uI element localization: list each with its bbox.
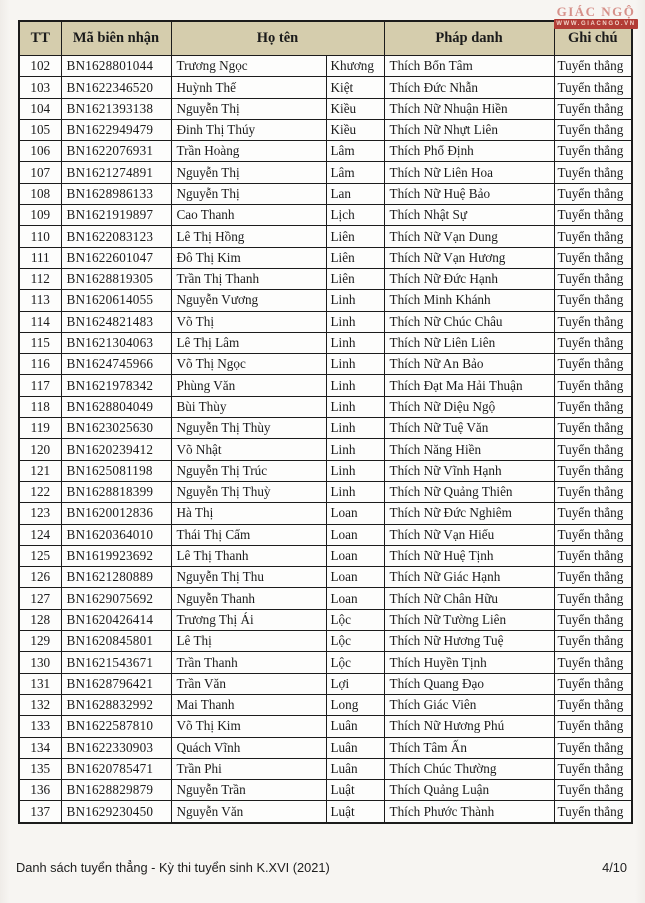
cell-dharma-name: Thích Quảng Luận bbox=[384, 780, 554, 801]
table-row bbox=[19, 311, 632, 332]
cell-surname: Thái Thị Cẩm bbox=[171, 524, 326, 545]
cell-surname: Đô Thị Kim bbox=[171, 247, 326, 268]
cell-receipt-code: BN1622346520 bbox=[61, 77, 171, 98]
cell-note: Tuyển thẳng bbox=[554, 119, 632, 140]
cell-surname: Võ Thị Ngọc bbox=[171, 354, 326, 375]
cell-tt: 131 bbox=[19, 673, 61, 694]
cell-note: Tuyển thẳng bbox=[554, 418, 632, 439]
table-row bbox=[19, 460, 632, 481]
table-row bbox=[19, 716, 632, 737]
cell-dharma-name: Thích Nữ Đức Hạnh bbox=[384, 268, 554, 289]
cell-tt: 127 bbox=[19, 588, 61, 609]
cell-surname: Trần Thị Thanh bbox=[171, 268, 326, 289]
cell-surname: Hà Thị bbox=[171, 503, 326, 524]
cell-tt: 118 bbox=[19, 396, 61, 417]
cell-tt: 113 bbox=[19, 290, 61, 311]
cell-tt: 115 bbox=[19, 332, 61, 353]
table-row bbox=[19, 268, 632, 289]
table-row bbox=[19, 205, 632, 226]
cell-given-name: Kiều bbox=[326, 98, 384, 119]
table-row bbox=[19, 652, 632, 673]
cell-receipt-code: BN1625081198 bbox=[61, 460, 171, 481]
cell-given-name: Linh bbox=[326, 396, 384, 417]
header-row bbox=[19, 21, 632, 56]
cell-tt: 116 bbox=[19, 354, 61, 375]
cell-given-name: Luật bbox=[326, 780, 384, 801]
cell-dharma-name: Thích Nữ An Bảo bbox=[384, 354, 554, 375]
cell-dharma-name: Thích Huyền Tịnh bbox=[384, 652, 554, 673]
table-row bbox=[19, 694, 632, 715]
cell-receipt-code: BN1622587810 bbox=[61, 716, 171, 737]
cell-dharma-name: Thích Nữ Tuệ Văn bbox=[384, 418, 554, 439]
cell-receipt-code: BN1628804049 bbox=[61, 396, 171, 417]
giacngo-logo bbox=[554, 5, 638, 29]
cell-surname: Nguyễn Thị Thu bbox=[171, 567, 326, 588]
cell-receipt-code: BN1621393138 bbox=[61, 98, 171, 119]
cell-note: Tuyển thẳng bbox=[554, 56, 632, 77]
admissions-table-wrapper bbox=[18, 20, 631, 824]
cell-receipt-code: BN1621304063 bbox=[61, 332, 171, 353]
cell-tt: 137 bbox=[19, 801, 61, 823]
cell-surname: Trương Ngọc bbox=[171, 56, 326, 77]
cell-tt: 109 bbox=[19, 205, 61, 226]
col-header-receipt-code: Mã biên nhận bbox=[61, 21, 171, 56]
cell-tt: 107 bbox=[19, 162, 61, 183]
cell-note: Tuyển thẳng bbox=[554, 141, 632, 162]
cell-note: Tuyển thẳng bbox=[554, 524, 632, 545]
table-row bbox=[19, 418, 632, 439]
cell-surname: Phùng Văn bbox=[171, 375, 326, 396]
cell-dharma-name: Thích Nữ Vạn Hiếu bbox=[384, 524, 554, 545]
cell-receipt-code: BN1621978342 bbox=[61, 375, 171, 396]
cell-receipt-code: BN1620845801 bbox=[61, 631, 171, 652]
cell-receipt-code: BN1620614055 bbox=[61, 290, 171, 311]
cell-receipt-code: BN1622601047 bbox=[61, 247, 171, 268]
cell-tt: 133 bbox=[19, 716, 61, 737]
table-row bbox=[19, 524, 632, 545]
cell-dharma-name: Thích Chúc Thường bbox=[384, 758, 554, 779]
cell-surname: Lê Thị Lâm bbox=[171, 332, 326, 353]
cell-surname: Bùi Thùy bbox=[171, 396, 326, 417]
cell-note: Tuyển thẳng bbox=[554, 481, 632, 502]
cell-surname: Quách Vĩnh bbox=[171, 737, 326, 758]
cell-given-name: Lâm bbox=[326, 141, 384, 162]
cell-dharma-name: Thích Giác Viên bbox=[384, 694, 554, 715]
table-row bbox=[19, 354, 632, 375]
giacngo-logo-url: WWW.GIACNGO.VN bbox=[554, 19, 638, 29]
cell-note: Tuyển thẳng bbox=[554, 290, 632, 311]
cell-tt: 123 bbox=[19, 503, 61, 524]
cell-given-name: Luân bbox=[326, 716, 384, 737]
cell-given-name: Lợi bbox=[326, 673, 384, 694]
cell-tt: 121 bbox=[19, 460, 61, 481]
cell-dharma-name: Thích Nữ Chân Hữu bbox=[384, 588, 554, 609]
cell-tt: 126 bbox=[19, 567, 61, 588]
cell-surname: Nguyễn Thị bbox=[171, 183, 326, 204]
giacngo-logo-title: GIÁC NGỘ bbox=[556, 4, 636, 19]
cell-note: Tuyển thẳng bbox=[554, 162, 632, 183]
page-footer bbox=[16, 860, 627, 875]
cell-tt: 135 bbox=[19, 758, 61, 779]
cell-tt: 124 bbox=[19, 524, 61, 545]
cell-dharma-name: Thích Nữ Vĩnh Hạnh bbox=[384, 460, 554, 481]
cell-tt: 104 bbox=[19, 98, 61, 119]
cell-dharma-name: Thích Nữ Chúc Châu bbox=[384, 311, 554, 332]
cell-note: Tuyển thẳng bbox=[554, 205, 632, 226]
table-row bbox=[19, 56, 632, 77]
cell-receipt-code: BN1622330903 bbox=[61, 737, 171, 758]
cell-given-name: Luật bbox=[326, 801, 384, 823]
cell-surname: Nguyễn Trần bbox=[171, 780, 326, 801]
cell-tt: 122 bbox=[19, 481, 61, 502]
table-row bbox=[19, 98, 632, 119]
cell-tt: 117 bbox=[19, 375, 61, 396]
table-row bbox=[19, 439, 632, 460]
cell-dharma-name: Thích Nữ Giác Hạnh bbox=[384, 567, 554, 588]
cell-receipt-code: BN1628832992 bbox=[61, 694, 171, 715]
cell-note: Tuyển thẳng bbox=[554, 375, 632, 396]
cell-dharma-name: Thích Nữ Huệ Bảo bbox=[384, 183, 554, 204]
cell-receipt-code: BN1620426414 bbox=[61, 609, 171, 630]
cell-given-name: Linh bbox=[326, 439, 384, 460]
cell-dharma-name: Thích Tâm Ấn bbox=[384, 737, 554, 758]
cell-surname: Đinh Thị Thúy bbox=[171, 119, 326, 140]
admissions-table bbox=[18, 20, 633, 824]
cell-receipt-code: BN1628818399 bbox=[61, 481, 171, 502]
cell-receipt-code: BN1628986133 bbox=[61, 183, 171, 204]
cell-note: Tuyển thẳng bbox=[554, 758, 632, 779]
cell-receipt-code: BN1622083123 bbox=[61, 226, 171, 247]
cell-note: Tuyển thẳng bbox=[554, 460, 632, 481]
table-row bbox=[19, 247, 632, 268]
table-body bbox=[19, 56, 632, 823]
cell-given-name: Kiều bbox=[326, 119, 384, 140]
cell-note: Tuyển thẳng bbox=[554, 801, 632, 823]
table-row bbox=[19, 758, 632, 779]
cell-given-name: Loan bbox=[326, 567, 384, 588]
cell-given-name: Long bbox=[326, 694, 384, 715]
cell-note: Tuyển thẳng bbox=[554, 588, 632, 609]
table-row bbox=[19, 226, 632, 247]
cell-given-name: Linh bbox=[326, 311, 384, 332]
cell-note: Tuyển thẳng bbox=[554, 631, 632, 652]
cell-note: Tuyển thẳng bbox=[554, 268, 632, 289]
cell-note: Tuyển thẳng bbox=[554, 737, 632, 758]
table-row bbox=[19, 545, 632, 566]
col-header-tt: TT bbox=[19, 21, 61, 56]
cell-given-name: Linh bbox=[326, 460, 384, 481]
cell-surname: Lê Thị Thanh bbox=[171, 545, 326, 566]
cell-dharma-name: Thích Nữ Liên Hoa bbox=[384, 162, 554, 183]
cell-receipt-code: BN1621543671 bbox=[61, 652, 171, 673]
cell-note: Tuyển thẳng bbox=[554, 694, 632, 715]
table-row bbox=[19, 801, 632, 823]
cell-given-name: Khương bbox=[326, 56, 384, 77]
cell-given-name: Liên bbox=[326, 268, 384, 289]
cell-surname: Trần Hoàng bbox=[171, 141, 326, 162]
cell-given-name: Kiệt bbox=[326, 77, 384, 98]
cell-tt: 114 bbox=[19, 311, 61, 332]
cell-receipt-code: BN1622076931 bbox=[61, 141, 171, 162]
cell-surname: Nguyễn Thị bbox=[171, 98, 326, 119]
cell-receipt-code: BN1628801044 bbox=[61, 56, 171, 77]
cell-note: Tuyển thẳng bbox=[554, 439, 632, 460]
table-row bbox=[19, 77, 632, 98]
cell-dharma-name: Thích Năng Hiền bbox=[384, 439, 554, 460]
cell-surname: Nguyễn Thị bbox=[171, 162, 326, 183]
cell-surname: Nguyễn Thanh bbox=[171, 588, 326, 609]
table-header bbox=[19, 21, 632, 56]
cell-tt: 112 bbox=[19, 268, 61, 289]
cell-surname: Nguyễn Thị Trúc bbox=[171, 460, 326, 481]
table-row bbox=[19, 588, 632, 609]
cell-given-name: Liên bbox=[326, 226, 384, 247]
table-row bbox=[19, 162, 632, 183]
table-row bbox=[19, 737, 632, 758]
cell-dharma-name: Thích Đạt Ma Hải Thuận bbox=[384, 375, 554, 396]
table-row bbox=[19, 183, 632, 204]
table-row bbox=[19, 396, 632, 417]
cell-dharma-name: Thích Nữ Vạn Hương bbox=[384, 247, 554, 268]
cell-dharma-name: Thích Nữ Nhựt Liên bbox=[384, 119, 554, 140]
cell-note: Tuyển thẳng bbox=[554, 226, 632, 247]
cell-tt: 108 bbox=[19, 183, 61, 204]
cell-receipt-code: BN1620785471 bbox=[61, 758, 171, 779]
cell-tt: 130 bbox=[19, 652, 61, 673]
cell-dharma-name: Thích Phổ Định bbox=[384, 141, 554, 162]
cell-receipt-code: BN1620239412 bbox=[61, 439, 171, 460]
cell-dharma-name: Thích Nữ Tường Liên bbox=[384, 609, 554, 630]
cell-receipt-code: BN1623025630 bbox=[61, 418, 171, 439]
cell-dharma-name: Thích Bổn Tâm bbox=[384, 56, 554, 77]
cell-given-name: Linh bbox=[326, 375, 384, 396]
table-row bbox=[19, 141, 632, 162]
cell-note: Tuyển thẳng bbox=[554, 183, 632, 204]
cell-note: Tuyển thẳng bbox=[554, 396, 632, 417]
cell-note: Tuyển thẳng bbox=[554, 567, 632, 588]
cell-given-name: Lịch bbox=[326, 205, 384, 226]
cell-note: Tuyển thẳng bbox=[554, 503, 632, 524]
table-row bbox=[19, 567, 632, 588]
cell-note: Tuyển thẳng bbox=[554, 332, 632, 353]
table-row bbox=[19, 290, 632, 311]
cell-note: Tuyển thẳng bbox=[554, 673, 632, 694]
cell-dharma-name: Thích Nữ Hương Tuệ bbox=[384, 631, 554, 652]
cell-receipt-code: BN1621919897 bbox=[61, 205, 171, 226]
col-header-note: Ghi chú bbox=[554, 21, 632, 56]
cell-given-name: Lộc bbox=[326, 631, 384, 652]
cell-tt: 128 bbox=[19, 609, 61, 630]
cell-tt: 136 bbox=[19, 780, 61, 801]
cell-given-name: Lan bbox=[326, 183, 384, 204]
cell-surname: Trần Phi bbox=[171, 758, 326, 779]
table-row bbox=[19, 780, 632, 801]
table-row bbox=[19, 375, 632, 396]
cell-receipt-code: BN1629230450 bbox=[61, 801, 171, 823]
cell-given-name: Lộc bbox=[326, 652, 384, 673]
cell-surname: Mai Thanh bbox=[171, 694, 326, 715]
cell-surname: Lê Thị Hồng bbox=[171, 226, 326, 247]
cell-receipt-code: BN1628819305 bbox=[61, 268, 171, 289]
cell-note: Tuyển thẳng bbox=[554, 609, 632, 630]
table-row bbox=[19, 609, 632, 630]
cell-receipt-code: BN1620012836 bbox=[61, 503, 171, 524]
cell-note: Tuyển thẳng bbox=[554, 311, 632, 332]
cell-tt: 119 bbox=[19, 418, 61, 439]
cell-tt: 132 bbox=[19, 694, 61, 715]
cell-given-name: Luân bbox=[326, 758, 384, 779]
cell-tt: 106 bbox=[19, 141, 61, 162]
cell-given-name: Luân bbox=[326, 737, 384, 758]
cell-surname: Võ Nhật bbox=[171, 439, 326, 460]
cell-note: Tuyển thẳng bbox=[554, 247, 632, 268]
cell-dharma-name: Thích Nữ Vạn Dung bbox=[384, 226, 554, 247]
table-row bbox=[19, 481, 632, 502]
footer-document-title: Danh sách tuyển thẳng - Kỳ thi tuyển sinh K.XVI (2021) bbox=[16, 860, 330, 875]
cell-note: Tuyển thẳng bbox=[554, 652, 632, 673]
cell-dharma-name: Thích Nữ Nhuận Hiền bbox=[384, 98, 554, 119]
cell-dharma-name: Thích Đức Nhẫn bbox=[384, 77, 554, 98]
cell-surname: Nguyễn Vương bbox=[171, 290, 326, 311]
cell-given-name: Loan bbox=[326, 524, 384, 545]
cell-surname: Cao Thanh bbox=[171, 205, 326, 226]
cell-note: Tuyển thẳng bbox=[554, 545, 632, 566]
cell-tt: 111 bbox=[19, 247, 61, 268]
footer-page-number: 4/10 bbox=[602, 860, 627, 875]
cell-note: Tuyển thẳng bbox=[554, 77, 632, 98]
cell-surname: Trương Thị Ái bbox=[171, 609, 326, 630]
cell-surname: Võ Thị bbox=[171, 311, 326, 332]
cell-receipt-code: BN1622949479 bbox=[61, 119, 171, 140]
cell-given-name: Linh bbox=[326, 290, 384, 311]
cell-surname: Trần Thanh bbox=[171, 652, 326, 673]
cell-given-name: Liên bbox=[326, 247, 384, 268]
cell-receipt-code: BN1624821483 bbox=[61, 311, 171, 332]
cell-tt: 103 bbox=[19, 77, 61, 98]
cell-tt: 129 bbox=[19, 631, 61, 652]
cell-given-name: Lộc bbox=[326, 609, 384, 630]
cell-receipt-code: BN1621274891 bbox=[61, 162, 171, 183]
table-row bbox=[19, 673, 632, 694]
cell-given-name: Loan bbox=[326, 545, 384, 566]
cell-surname: Huỳnh Thế bbox=[171, 77, 326, 98]
cell-tt: 125 bbox=[19, 545, 61, 566]
cell-note: Tuyển thẳng bbox=[554, 780, 632, 801]
cell-dharma-name: Thích Nữ Liên Liên bbox=[384, 332, 554, 353]
cell-dharma-name: Thích Phước Thành bbox=[384, 801, 554, 823]
cell-surname: Nguyễn Thị Thùy bbox=[171, 418, 326, 439]
cell-given-name: Linh bbox=[326, 418, 384, 439]
cell-receipt-code: BN1621280889 bbox=[61, 567, 171, 588]
cell-tt: 105 bbox=[19, 119, 61, 140]
cell-receipt-code: BN1629075692 bbox=[61, 588, 171, 609]
cell-dharma-name: Thích Nữ Quảng Thiên bbox=[384, 481, 554, 502]
cell-tt: 120 bbox=[19, 439, 61, 460]
cell-surname: Trần Văn bbox=[171, 673, 326, 694]
cell-receipt-code: BN1624745966 bbox=[61, 354, 171, 375]
cell-dharma-name: Thích Nữ Hương Phú bbox=[384, 716, 554, 737]
cell-receipt-code: BN1620364010 bbox=[61, 524, 171, 545]
cell-note: Tuyển thẳng bbox=[554, 98, 632, 119]
table-row bbox=[19, 503, 632, 524]
col-header-full-name: Họ tên bbox=[171, 21, 384, 56]
cell-given-name: Loan bbox=[326, 588, 384, 609]
cell-receipt-code: BN1628829879 bbox=[61, 780, 171, 801]
cell-dharma-name: Thích Nhật Sự bbox=[384, 205, 554, 226]
cell-dharma-name: Thích Nữ Huệ Tịnh bbox=[384, 545, 554, 566]
cell-surname: Lê Thị bbox=[171, 631, 326, 652]
cell-dharma-name: Thích Nữ Diệu Ngộ bbox=[384, 396, 554, 417]
cell-surname: Nguyễn Thị Thuỳ bbox=[171, 481, 326, 502]
cell-given-name: Linh bbox=[326, 481, 384, 502]
cell-note: Tuyển thẳng bbox=[554, 354, 632, 375]
table-row bbox=[19, 631, 632, 652]
cell-dharma-name: Thích Nữ Đức Nghiêm bbox=[384, 503, 554, 524]
cell-receipt-code: BN1619923692 bbox=[61, 545, 171, 566]
cell-given-name: Linh bbox=[326, 332, 384, 353]
cell-receipt-code: BN1628796421 bbox=[61, 673, 171, 694]
col-header-dharma-name: Pháp danh bbox=[384, 21, 554, 56]
cell-surname: Võ Thị Kim bbox=[171, 716, 326, 737]
cell-tt: 102 bbox=[19, 56, 61, 77]
table-row bbox=[19, 332, 632, 353]
cell-dharma-name: Thích Quang Đạo bbox=[384, 673, 554, 694]
cell-given-name: Linh bbox=[326, 354, 384, 375]
cell-tt: 134 bbox=[19, 737, 61, 758]
cell-dharma-name: Thích Minh Khánh bbox=[384, 290, 554, 311]
cell-surname: Nguyễn Văn bbox=[171, 801, 326, 823]
table-row bbox=[19, 119, 632, 140]
cell-tt: 110 bbox=[19, 226, 61, 247]
cell-given-name: Loan bbox=[326, 503, 384, 524]
cell-given-name: Lâm bbox=[326, 162, 384, 183]
cell-note: Tuyển thẳng bbox=[554, 716, 632, 737]
